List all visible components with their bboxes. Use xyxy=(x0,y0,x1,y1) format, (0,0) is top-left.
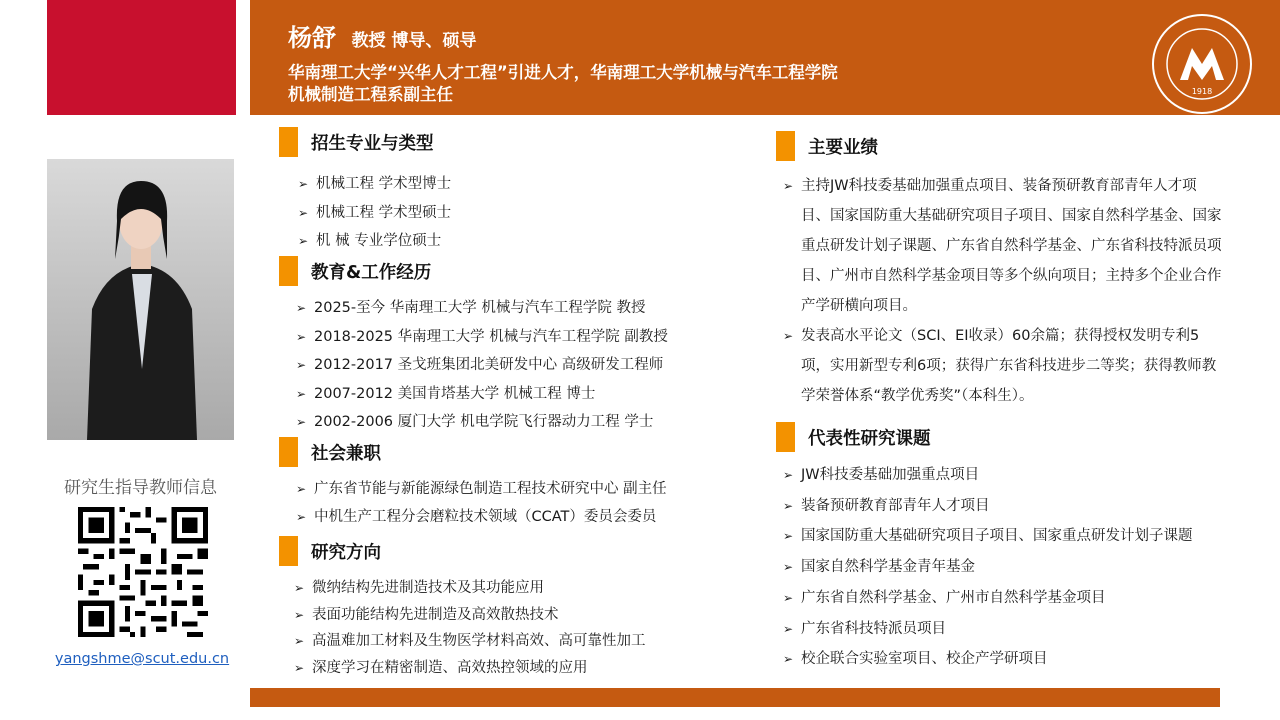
section-marker xyxy=(279,256,298,286)
section-title-achievements: 主要业绩 xyxy=(808,137,878,158)
section-header-education xyxy=(279,255,431,287)
admission-list xyxy=(298,170,738,256)
list-item: ➢ 发表高水平论文（SCI、EI收录）60余篇；获得授权发明专利5项，实用新型专利6项；获得广东省科技进步二等奖；获得教师教学荣誉体系“教学优秀奖”（本科生）。 xyxy=(783,321,1223,411)
university-seal-logo xyxy=(1150,12,1254,116)
section-header-achievements xyxy=(776,130,878,162)
section-title-projects: 代表性研究课题 xyxy=(808,428,931,449)
list-item: ➢ 机械工程 学术型博士 xyxy=(298,170,738,199)
section-marker xyxy=(279,536,298,566)
section-header-service xyxy=(279,436,381,468)
list-item: ➢ 2018-2025 华南理工大学 机械与汽车工程学院 副教授 xyxy=(296,323,746,352)
list-item: ➢ JW科技委基础加强重点项目 xyxy=(783,460,1263,491)
section-title-service: 社会兼职 xyxy=(311,443,381,464)
section-header-admission xyxy=(279,126,434,158)
list-item: ➢ 表面功能结构先进制造及高效散热技术 xyxy=(294,602,744,629)
section-marker xyxy=(279,437,298,467)
list-item: ➢ 2012-2017 圣戈班集团北美研发中心 高级研发工程师 xyxy=(296,351,746,380)
list-item: ➢ 校企联合实验室项目、校企产学研项目 xyxy=(783,644,1263,675)
list-item: ➢ 广东省节能与新能源绿色制造工程技术研究中心 副主任 xyxy=(296,475,746,503)
section-title-research: 研究方向 xyxy=(311,542,381,563)
person-name: 杨舒 xyxy=(288,24,336,52)
person-titles: 教授 博导、硕导 xyxy=(351,31,477,51)
list-item: ➢ 深度学习在精密制造、高效热控领域的应用 xyxy=(294,655,744,682)
list-item: ➢ 机械工程 学术型硕士 xyxy=(298,199,738,228)
affiliation-line-1: 华南理工大学“兴华人才工程”引进人才，华南理工大学机械与汽车工程学院 xyxy=(288,63,838,82)
list-item: ➢ 中机生产工程分会磨粒技术领域（CCAT）委员会委员 xyxy=(296,503,746,531)
email-link[interactable]: yangshme@scut.edu.cn xyxy=(54,651,230,667)
service-list xyxy=(296,475,746,531)
list-item: ➢ 微纳结构先进制造技术及其功能应用 xyxy=(294,575,744,602)
footer-bar xyxy=(250,688,1220,707)
list-item: ➢ 2025-至今 华南理工大学 机械与汽车工程学院 教授 xyxy=(296,294,746,323)
list-item: ➢ 2002-2006 厦门大学 机电学院飞行器动力工程 学士 xyxy=(296,408,746,437)
list-item: ➢ 主持JW科技委基础加强重点项目、装备预研教育部青年人才项目、国家国防重大基础研究项目子项目、国家自然科学基金、国家重点研发计划子课题、广东省自然科学基金、广东省科技特派员项目、广州市自然科学基金项目等多个纵向项目；主持多个企业合作产学研横向项目。 xyxy=(783,171,1223,321)
education-list xyxy=(296,294,746,437)
achievements-list xyxy=(783,171,1223,411)
advisor-info-caption: 研究生指导教师信息 xyxy=(64,478,217,498)
profile-photo xyxy=(47,159,234,440)
section-title-admission: 招生专业与类型 xyxy=(311,133,434,154)
red-accent-block xyxy=(47,0,236,115)
section-marker xyxy=(279,127,298,157)
section-title-education: 教育&工作经历 xyxy=(311,262,432,283)
section-marker xyxy=(776,131,795,161)
affiliation xyxy=(288,62,838,106)
list-item: ➢ 高温难加工材料及生物医学材料高效、高可靠性加工 xyxy=(294,628,744,655)
seal-year: 1918 xyxy=(1191,87,1213,96)
affiliation-line-2: 机械制造工程系副主任 xyxy=(288,85,453,104)
header-name-line xyxy=(288,18,477,53)
list-item: ➢ 广东省自然科学基金、广州市自然科学基金项目 xyxy=(783,583,1263,614)
projects-list xyxy=(783,460,1263,675)
list-item: ➢ 装备预研教育部青年人才项目 xyxy=(783,491,1263,522)
list-item: ➢ 机 械 专业学位硕士 xyxy=(298,227,738,256)
list-item: ➢ 广东省科技特派员项目 xyxy=(783,614,1263,645)
list-item: ➢ 国家自然科学基金青年基金 xyxy=(783,552,1263,583)
list-item: ➢ 2007-2012 美国肯塔基大学 机械工程 博士 xyxy=(296,380,746,409)
section-header-projects xyxy=(776,421,931,453)
list-item: ➢ 国家国防重大基础研究项目子项目、国家重点研发计划子课题 xyxy=(783,521,1263,552)
section-header-research xyxy=(279,535,381,567)
qr-code-icon xyxy=(78,507,208,637)
research-list xyxy=(294,575,744,681)
section-marker xyxy=(776,422,795,452)
